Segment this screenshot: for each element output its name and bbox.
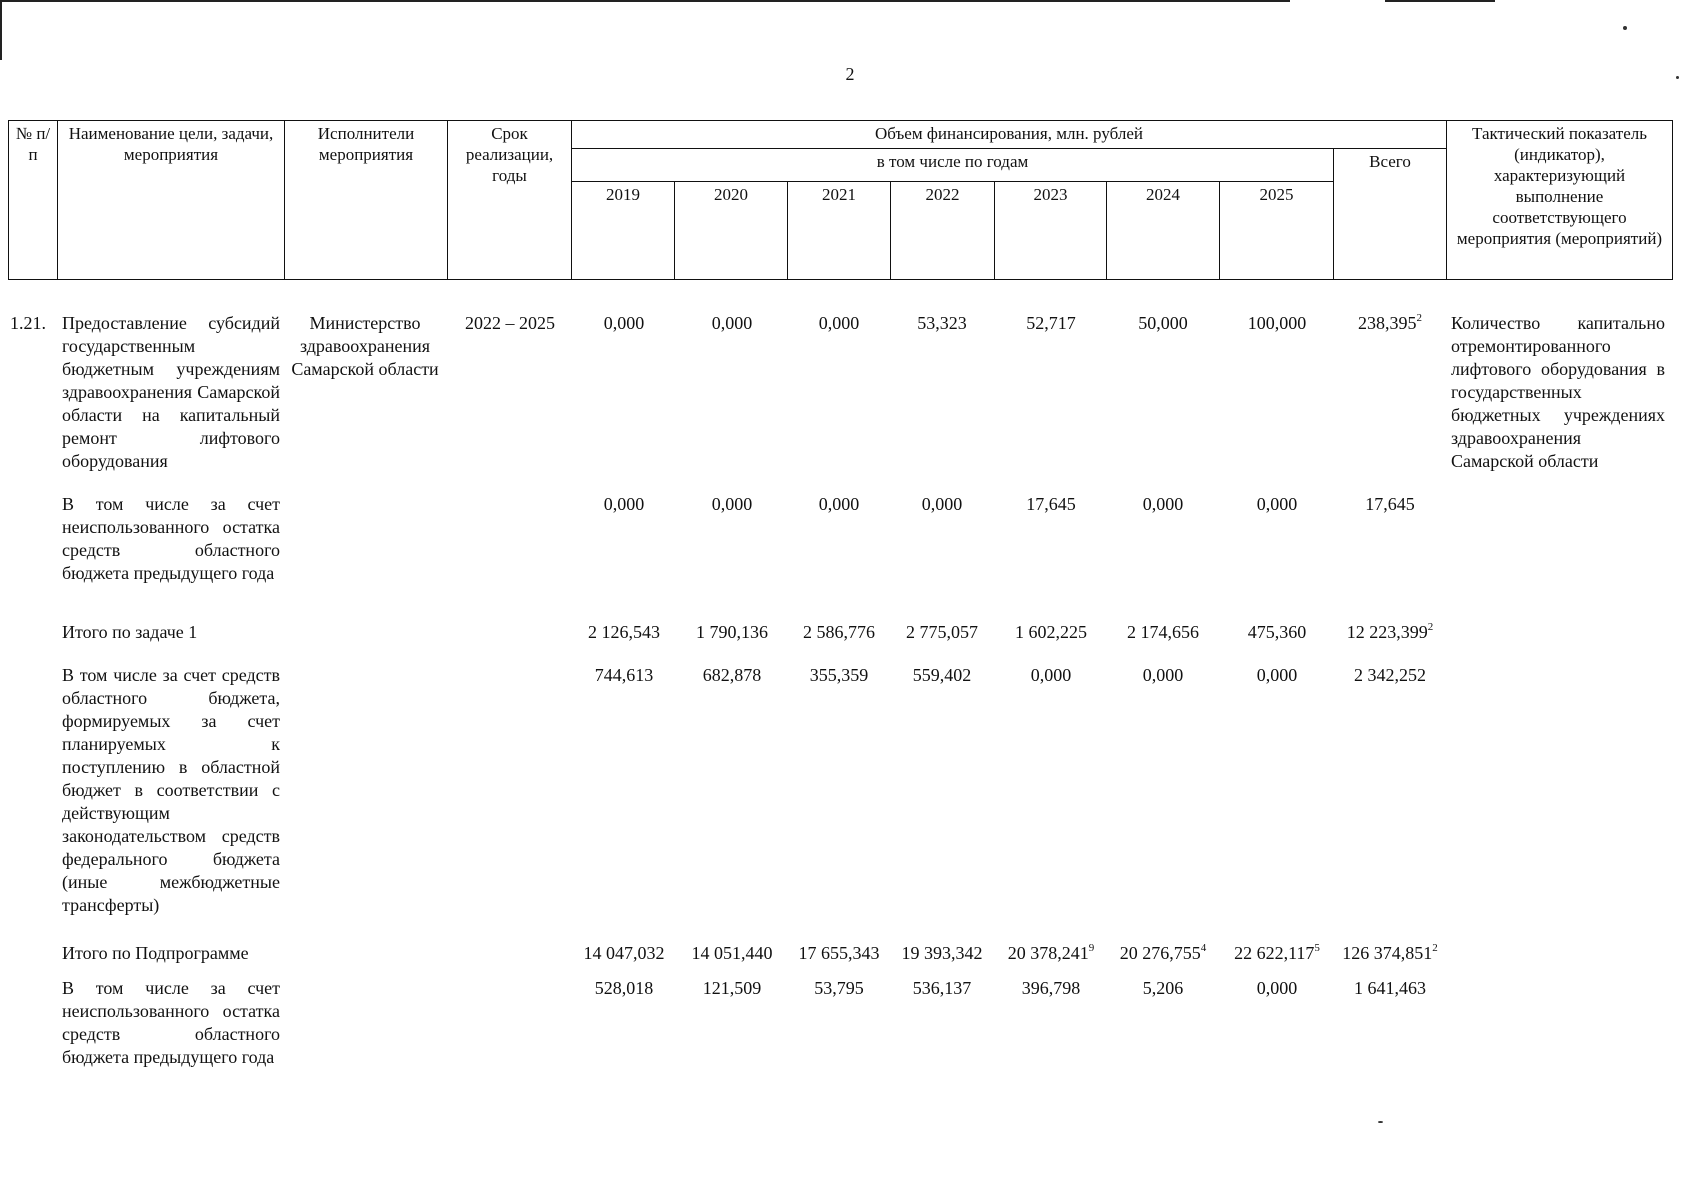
value-2023: 52,717 xyxy=(1026,313,1076,333)
value-text: 20 276,755 xyxy=(1119,943,1201,963)
value-2020: 14 051,440 xyxy=(691,943,773,963)
row-executor: Министерство здравоохранения Самарской области xyxy=(291,313,439,379)
header-year: 2021 xyxy=(788,182,891,280)
value-2019: 0,000 xyxy=(603,494,645,514)
scan-speck xyxy=(1378,1121,1383,1123)
value-2020: 1 790,136 xyxy=(696,622,768,642)
value-2022: 0,000 xyxy=(921,494,963,514)
value-2022: 536,137 xyxy=(912,978,972,998)
row-name: В том числе за счет неиспользованного остатка средств областного бюджета предыдущего года xyxy=(62,494,280,583)
value-total xyxy=(1334,621,1446,644)
value-2023: 1 602,225 xyxy=(1015,622,1087,642)
row-name: Предоставление субсидий государственным бюджетным учреждениям здравоохранения Самарской области на капитальный ремонт лифтового оборудования xyxy=(62,313,280,471)
row-indicator: Количество капитально отремонтированного лифтового оборудования в государственных бюджетных учреждениях здравоохранения Самарской области xyxy=(1451,313,1665,471)
page-number: 2 xyxy=(845,64,855,84)
total-footnote: 2 xyxy=(1427,621,1434,633)
value-2024: 50,000 xyxy=(1138,313,1188,333)
header-year: 2019 xyxy=(572,182,675,280)
value-text: 22 622,117 xyxy=(1234,943,1315,963)
header-total: Всего xyxy=(1334,149,1447,280)
header-funding: Объем финансирования, млн. рублей xyxy=(572,121,1447,149)
header-year: 2020 xyxy=(675,182,788,280)
header-term: Срок реализации, годы xyxy=(448,121,572,280)
value-2024: 5,206 xyxy=(1142,978,1184,998)
header-year: 2023 xyxy=(995,182,1107,280)
row-name: Итого по Подпрограмме xyxy=(62,943,249,963)
row-term: 2022 – 2025 xyxy=(465,313,555,333)
value-2023 xyxy=(995,942,1107,965)
value-2025: 100,000 xyxy=(1247,313,1307,333)
value-2025 xyxy=(1221,942,1333,965)
header-table xyxy=(8,120,1673,280)
total-footnote: 2 xyxy=(1432,942,1438,954)
value-text: 20 378,241 xyxy=(1007,943,1089,963)
value-2022: 19 393,342 xyxy=(901,943,983,963)
value-2022: 2 775,057 xyxy=(906,622,978,642)
total-value: 12 223,399 xyxy=(1346,622,1428,642)
value-2021: 0,000 xyxy=(818,313,860,333)
value-2024 xyxy=(1107,942,1219,965)
value-2025: 0,000 xyxy=(1256,665,1298,685)
value-total xyxy=(1334,312,1446,335)
header-year: 2025 xyxy=(1220,182,1334,280)
value-2021: 17 655,343 xyxy=(798,943,880,963)
header-number: № п/п xyxy=(9,121,58,280)
row-name: В том числе за счет средств областного бюджета, формируемых за счет планируемых к поступлению в областной бюджет в соответствии с действующим законодательством средств федерального бюджета (иные межбюджетные трансферты) xyxy=(62,665,280,915)
value-2021: 355,359 xyxy=(809,665,869,685)
value-2020: 0,000 xyxy=(711,313,753,333)
value-2023: 396,798 xyxy=(1021,978,1081,998)
value-2022: 53,323 xyxy=(917,313,967,333)
value-2019: 0,000 xyxy=(603,313,645,333)
header-year: 2022 xyxy=(891,182,995,280)
value-2021: 2 586,776 xyxy=(803,622,875,642)
value-total xyxy=(1334,942,1446,965)
value-2019: 14 047,032 xyxy=(583,943,665,963)
value-total: 1 641,463 xyxy=(1354,978,1426,998)
value-2024: 0,000 xyxy=(1142,494,1184,514)
header-executors: Исполнители мероприятия xyxy=(285,121,448,280)
header-by-years: в том числе по годам xyxy=(572,149,1334,182)
value-2025: 0,000 xyxy=(1256,978,1298,998)
scan-speck xyxy=(1623,26,1627,30)
value-2019: 744,613 xyxy=(594,665,654,685)
value-2025: 0,000 xyxy=(1256,494,1298,514)
header-year: 2024 xyxy=(1107,182,1220,280)
header-name: Наименование цели, задачи, мероприятия xyxy=(58,121,285,280)
top-border-line xyxy=(0,0,1290,2)
total-footnote: 2 xyxy=(1416,312,1422,324)
left-border-line xyxy=(0,0,2,60)
value-2023: 17,645 xyxy=(1026,494,1076,514)
top-border-line xyxy=(1385,0,1495,2)
total-value: 238,395 xyxy=(1358,313,1417,333)
value-2022: 559,402 xyxy=(912,665,972,685)
value-footnote: 4 xyxy=(1200,942,1207,954)
value-2021: 0,000 xyxy=(818,494,860,514)
value-2020: 121,509 xyxy=(702,978,762,998)
value-2025: 475,360 xyxy=(1247,622,1307,642)
header-indicator: Тактический показатель (индикатор), характеризующий выполнение соответствующего мероприятия (мероприятий) xyxy=(1447,121,1673,280)
row-number: 1.21. xyxy=(10,313,46,333)
value-2021: 53,795 xyxy=(814,978,864,998)
value-2020: 0,000 xyxy=(711,494,753,514)
scan-speck xyxy=(1676,76,1679,79)
value-total: 17,645 xyxy=(1365,494,1415,514)
value-2024: 2 174,656 xyxy=(1127,622,1199,642)
value-2024: 0,000 xyxy=(1142,665,1184,685)
row-name: Итого по задаче 1 xyxy=(62,622,198,642)
value-footnote: 5 xyxy=(1314,942,1320,954)
value-2023: 0,000 xyxy=(1030,665,1072,685)
value-total: 2 342,252 xyxy=(1354,665,1426,685)
total-value: 126 374,851 xyxy=(1342,943,1433,963)
value-2019: 2 126,543 xyxy=(588,622,660,642)
value-footnote: 9 xyxy=(1088,942,1095,954)
row-name: В том числе за счет неиспользованного остатка средств областного бюджета предыдущего года xyxy=(62,978,280,1067)
value-2020: 682,878 xyxy=(702,665,762,685)
value-2019: 528,018 xyxy=(594,978,654,998)
